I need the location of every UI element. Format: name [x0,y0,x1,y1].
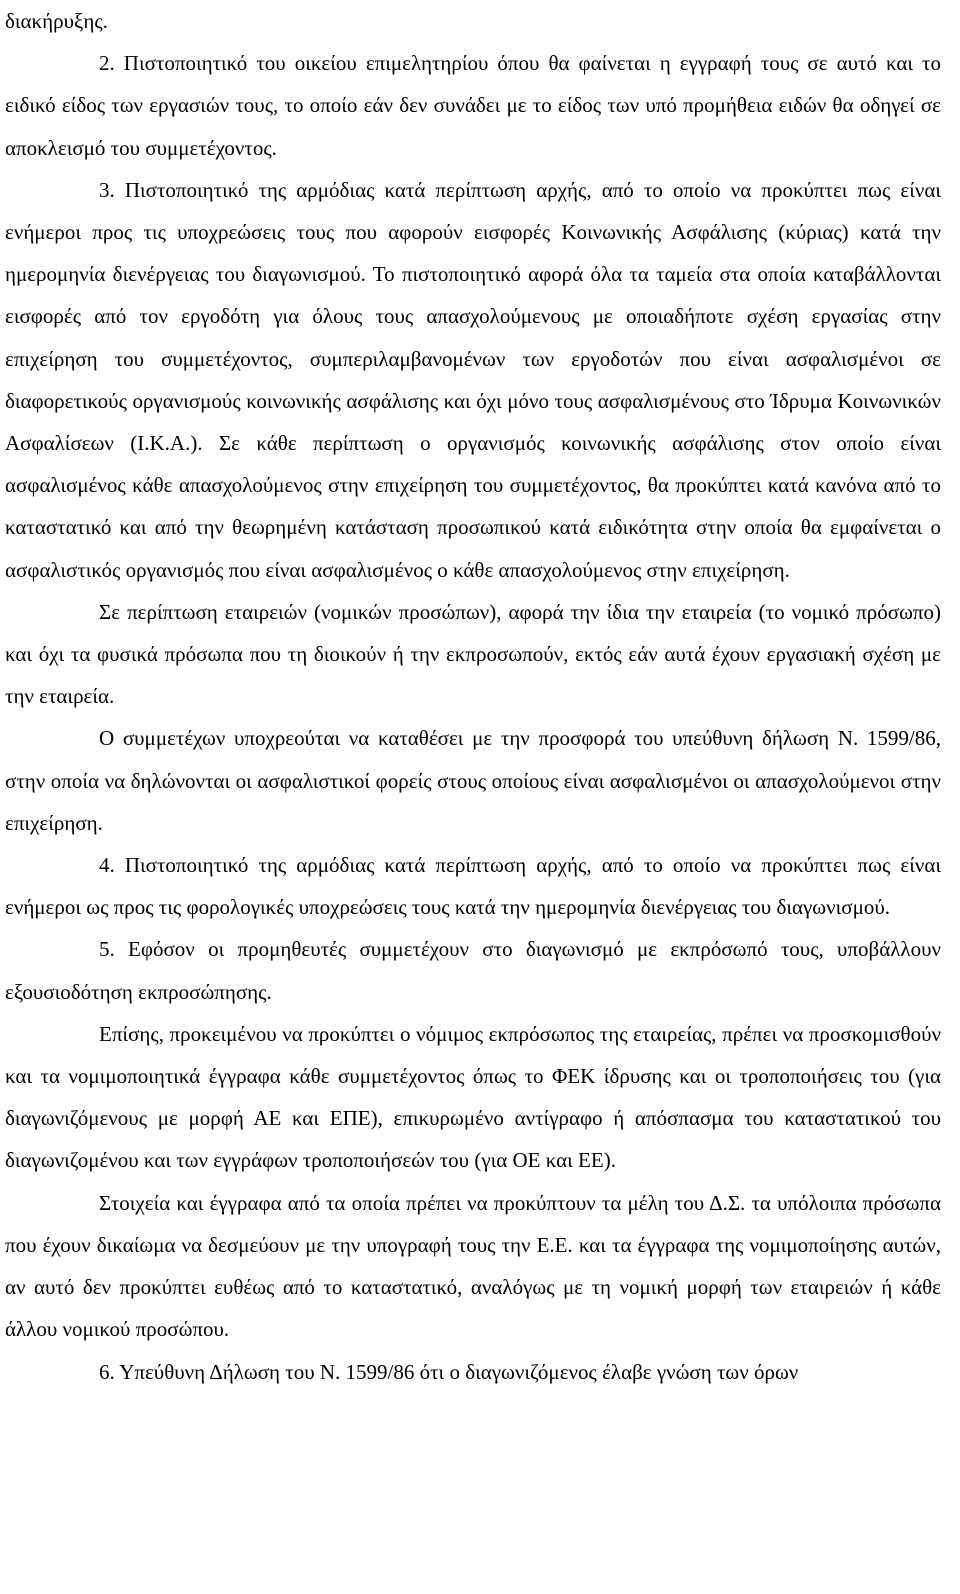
paragraph-companies-note: Σε περίπτωση εταιρειών (νομικών προσώπων), αφορά την ίδια την εταιρεία (το νομικό πρόσωπο) και όχι τα φυσικά πρόσωπα που τη διοικούν ή την εκπροσωπούν, εκτός εάν αυτά έχουν εργασιακή σχέση με την εταιρεία. [5,599,941,709]
paragraph-item-4-tax-certificate: 4. Πιστοποιητικό της αρμόδιας κατά περίπτωση αρχής, από το οποίο να προκύπτει πως είναι ενήμεροι ως προς τις φορολογικές υποχρεώσεις τους κατά την ημερομηνία διενέργειας του διαγωνισμού. [5,853,941,920]
paragraph-declaration-requirement: Ο συμμετέχων υποχρεούται να καταθέσει με την προσφορά του υπεύθυνη δήλωση Ν. 1599/86, στην οποία να δηλώνονται οι ασφαλιστικοί φορείς στους οποίους είναι ασφαλισμένοι οι απασχολούμενοι στην επιχείρηση. [5,726,941,835]
paragraph-continuation: διακήρυξης. [5,9,108,33]
paragraph-item-6-declaration: 6. Υπεύθυνη Δήλωση του Ν. 1599/86 ότι ο διαγωνιζόμενος έλαβε γνώση των όρων [99,1359,799,1384]
paragraph-legal-representative-documents: Επίσης, προκειμένου να προκύπτει ο νόμιμος εκπρόσωπος της εταιρείας, πρέπει να προσκομισθούν και τα νομιμοποιητικά έγγραφα κάθε συμμετέχοντος όπως το ΦΕΚ ίδρυσης και οι τροποποιήσεις του (για διαγωνιζόμενους με μορφή ΑΕ και ΕΠΕ), επικυρωμένο αντίγραφο ή απόσπασμα του καταστατικού του διαγωνιζομένου και των εγγράφων τροποποιήσεών του (για ΟΕ και ΕΕ). [5,1021,941,1173]
paragraph-item-2-chamber-certificate: 2. Πιστοποιητικό του οικείου επιμελητηρίου όπου θα φαίνεται η εγγραφή τους σε αυτό και το ειδικό είδος των εργασιών τους, το οποίο εάν δεν συνάδει με το είδος των υπό προμήθεια ειδών θα οδηγεί σε αποκλεισμό του συμμετέχοντος. [5,51,941,160]
paragraph-item-5-representation: 5. Εφόσον οι προμηθευτές συμμετέχουν στο διαγωνισμό με εκπρόσωπό τους, υποβάλλουν εξουσιοδότηση εκπροσώπησης. [5,937,941,1004]
paragraph-item-3-social-insurance-certificate: 3. Πιστοποιητικό της αρμόδιας κατά περίπτωση αρχής, από το οποίο να προκύπτει πως είναι ενήμεροι προς τις υποχρεώσεις τους που αφορούν εισφορές Κοινωνικής Ασφάλισης (κύριας) κατά την ημερομηνία διενέργειας του διαγωνισμού. Το πιστοποιητικό αφορά όλα τα ταμεία στα οποία καταβάλλονται εισφορές από τον εργοδότη για όλους τους απασχολούμενους με οποιαδήποτε σχέση εργασίας στην επιχείρηση του συμμετέχοντος, συμπεριλαμβανομένων των εργοδοτών που είναι ασφαλισμένοι σε διαφορετικούς οργανισμούς κοινωνικής ασφάλισης και όχι μόνο τους ασφαλισμένους στο Ίδρυμα Κοινωνικών Ασφαλίσεων (Ι.Κ.Α.). Σε κάθε περίπτωση ο οργανισμός κοινωνικής ασφάλισης στον οποίο είναι ασφαλισμένος κάθε απασχολούμενος στην επιχείρηση του συμμετέχοντος, θα προκύπτει κατά κανόνα από το καταστατικό και από την θεωρημένη κατάσταση προσωπικού κατά ειδικότητα στην οποία θα εμφαίνεται ο ασφαλιστικός οργανισμός που είναι ασφαλισμένος ο κάθε απασχολούμενος στην επιχείρηση. [5,177,941,582]
paragraph-board-members-documents: Στοιχεία και έγγραφα από τα οποία πρέπει να προκύπτουν τα μέλη του Δ.Σ. τα υπόλοιπα πρόσωπα που έχουν δικαίωμα να δεσμεύουν με την υπογραφή τους την Ε.Ε. και τα έγγραφα της νομιμοποίησης αυτών, αν αυτό δεν προκύπτει ευθέως από το καταστατικό, αναλόγως με τη νομική μορφή των εταιρειών ή κάθε άλλου νομικού προσώπου. [5,1190,941,1342]
